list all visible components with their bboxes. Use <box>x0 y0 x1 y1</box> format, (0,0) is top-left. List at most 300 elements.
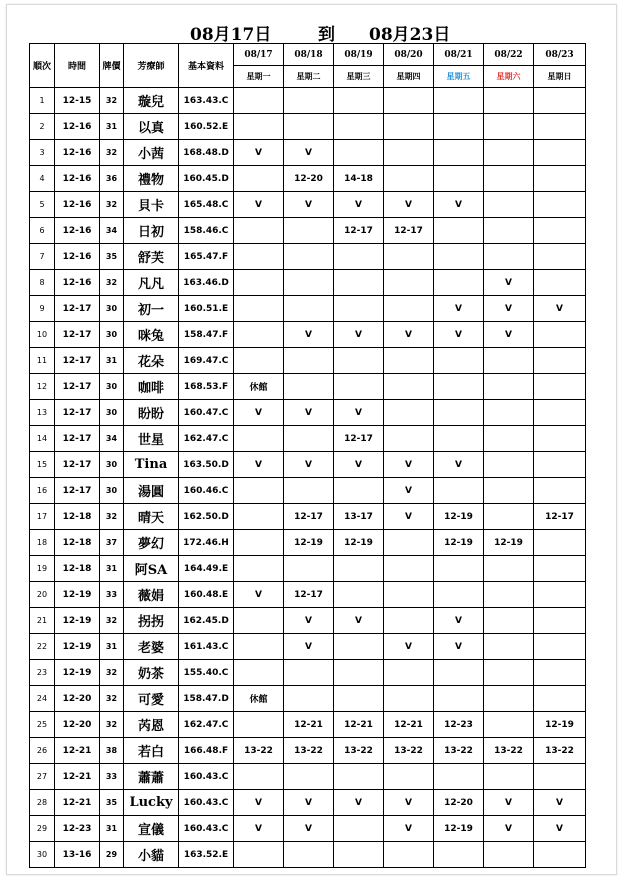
schedule-cell <box>534 530 586 556</box>
schedule-cell <box>334 140 384 166</box>
row-time: 12-21 <box>55 790 100 816</box>
schedule-cell <box>484 478 534 504</box>
schedule-cell <box>534 660 586 686</box>
schedule-cell: V <box>384 322 434 348</box>
therapist-name: 璇兒 <box>124 88 179 114</box>
schedule-cell: V <box>284 634 334 660</box>
row-index: 19 <box>30 556 55 582</box>
schedule-cell <box>284 88 334 114</box>
schedule-cell <box>384 556 434 582</box>
row-time: 12-16 <box>55 244 100 270</box>
schedule-cell: 13-22 <box>384 738 434 764</box>
schedule-cell <box>284 296 334 322</box>
schedule-title <box>0 20 621 44</box>
schedule-cell: 12-19 <box>434 504 484 530</box>
row-index: 5 <box>30 192 55 218</box>
table-row <box>30 218 586 244</box>
schedule-cell <box>384 686 434 712</box>
schedule-cell <box>484 608 534 634</box>
schedule-cell <box>234 478 284 504</box>
schedule-cell <box>484 504 534 530</box>
therapist-info: 162.50.D <box>179 504 234 530</box>
therapist-info: 162.47.C <box>179 712 234 738</box>
row-price: 30 <box>100 374 124 400</box>
schedule-cell: V <box>384 504 434 530</box>
row-index: 13 <box>30 400 55 426</box>
schedule-cell: 12-17 <box>334 426 384 452</box>
schedule-cell <box>534 608 586 634</box>
row-time: 12-16 <box>55 218 100 244</box>
therapist-name: 咖啡 <box>124 374 179 400</box>
row-time: 12-18 <box>55 530 100 556</box>
therapist-info: 160.45.D <box>179 166 234 192</box>
therapist-info: 160.46.C <box>179 478 234 504</box>
therapist-name: 日初 <box>124 218 179 244</box>
schedule-cell: 12-19 <box>434 530 484 556</box>
schedule-cell <box>234 426 284 452</box>
therapist-name: 夢幻 <box>124 530 179 556</box>
schedule-cell <box>434 582 484 608</box>
schedule-cell: V <box>334 790 384 816</box>
row-time: 12-17 <box>55 478 100 504</box>
schedule-cell <box>334 478 384 504</box>
schedule-cell <box>234 712 284 738</box>
schedule-cell <box>484 556 534 582</box>
schedule-cell <box>534 556 586 582</box>
schedule-cell <box>484 218 534 244</box>
schedule-cell <box>284 218 334 244</box>
header-info: 基本資料 <box>179 44 234 88</box>
schedule-cell: V <box>434 452 484 478</box>
header-date: 08/19 <box>334 44 384 66</box>
therapist-info: 158.47.F <box>179 322 234 348</box>
schedule-cell <box>384 114 434 140</box>
schedule-cell <box>384 166 434 192</box>
therapist-info: 160.43.C <box>179 790 234 816</box>
therapist-name: 湯圓 <box>124 478 179 504</box>
row-index: 6 <box>30 218 55 244</box>
schedule-cell: V <box>284 400 334 426</box>
schedule-cell <box>334 842 384 868</box>
therapist-name: 宣儀 <box>124 816 179 842</box>
schedule-cell: 12-19 <box>434 816 484 842</box>
row-index: 20 <box>30 582 55 608</box>
row-index: 18 <box>30 530 55 556</box>
schedule-cell <box>234 322 284 348</box>
therapist-name: 薇娟 <box>124 582 179 608</box>
schedule-cell: V <box>384 478 434 504</box>
schedule-cell <box>284 374 334 400</box>
schedule-cell: V <box>284 790 334 816</box>
row-price: 32 <box>100 608 124 634</box>
schedule-cell <box>384 764 434 790</box>
therapist-info: 155.40.C <box>179 660 234 686</box>
schedule-cell <box>434 660 484 686</box>
schedule-cell <box>234 348 284 374</box>
schedule-cell <box>434 114 484 140</box>
therapist-name: 舒芙 <box>124 244 179 270</box>
schedule-cell: V <box>484 270 534 296</box>
schedule-cell <box>484 686 534 712</box>
schedule-cell <box>534 374 586 400</box>
table-row <box>30 270 586 296</box>
row-time: 12-21 <box>55 764 100 790</box>
schedule-cell: 13-17 <box>334 504 384 530</box>
row-price: 33 <box>100 764 124 790</box>
row-price: 31 <box>100 114 124 140</box>
schedule-cell: 12-17 <box>534 504 586 530</box>
therapist-name: 若白 <box>124 738 179 764</box>
schedule-cell <box>534 348 586 374</box>
schedule-cell <box>484 660 534 686</box>
schedule-cell <box>334 270 384 296</box>
therapist-info: 160.51.E <box>179 296 234 322</box>
row-index: 23 <box>30 660 55 686</box>
schedule-cell <box>284 660 334 686</box>
schedule-cell <box>484 114 534 140</box>
therapist-name: 老婆 <box>124 634 179 660</box>
therapist-name: 花朵 <box>124 348 179 374</box>
therapist-name: 小茜 <box>124 140 179 166</box>
row-time: 12-17 <box>55 400 100 426</box>
row-index: 3 <box>30 140 55 166</box>
schedule-cell <box>484 842 534 868</box>
row-index: 9 <box>30 296 55 322</box>
schedule-cell <box>434 426 484 452</box>
table-row <box>30 842 586 868</box>
therapist-info: 161.43.C <box>179 634 234 660</box>
schedule-cell <box>334 634 384 660</box>
row-time: 12-16 <box>55 140 100 166</box>
table-row <box>30 192 586 218</box>
table-row <box>30 322 586 348</box>
row-price: 37 <box>100 530 124 556</box>
schedule-cell: 12-21 <box>284 712 334 738</box>
schedule-cell: V <box>534 296 586 322</box>
header-therapist: 芳療師 <box>124 44 179 88</box>
schedule-cell: V <box>384 634 434 660</box>
row-index: 7 <box>30 244 55 270</box>
schedule-cell <box>384 88 434 114</box>
row-time: 12-17 <box>55 452 100 478</box>
title-end-date: 08月23日 <box>369 25 451 45</box>
therapist-name: 凡凡 <box>124 270 179 296</box>
therapist-info: 169.47.C <box>179 348 234 374</box>
schedule-cell: V <box>384 452 434 478</box>
schedule-cell <box>434 88 484 114</box>
row-time: 12-16 <box>55 166 100 192</box>
header-time: 時間 <box>55 44 100 88</box>
table-row <box>30 634 586 660</box>
schedule-cell <box>234 296 284 322</box>
schedule-cell <box>534 270 586 296</box>
schedule-cell <box>534 582 586 608</box>
table-row <box>30 374 586 400</box>
therapist-info: 166.48.F <box>179 738 234 764</box>
table-row <box>30 530 586 556</box>
therapist-info: 163.50.D <box>179 452 234 478</box>
therapist-info: 162.47.C <box>179 426 234 452</box>
therapist-name: 阿SA <box>124 556 179 582</box>
row-time: 12-19 <box>55 608 100 634</box>
schedule-cell: V <box>384 816 434 842</box>
schedule-cell: V <box>384 790 434 816</box>
schedule-cell: V <box>234 582 284 608</box>
schedule-cell <box>284 348 334 374</box>
row-index: 30 <box>30 842 55 868</box>
schedule-cell <box>234 166 284 192</box>
schedule-cell: 12-19 <box>284 530 334 556</box>
header-weekday: 星期六 <box>484 66 534 88</box>
row-index: 25 <box>30 712 55 738</box>
row-index: 11 <box>30 348 55 374</box>
schedule-cell <box>384 374 434 400</box>
schedule-cell <box>234 504 284 530</box>
therapist-info: 163.46.D <box>179 270 234 296</box>
row-price: 33 <box>100 582 124 608</box>
row-index: 24 <box>30 686 55 712</box>
therapist-name: 可愛 <box>124 686 179 712</box>
schedule-cell <box>234 114 284 140</box>
schedule-cell <box>384 842 434 868</box>
schedule-cell <box>334 686 384 712</box>
schedule-cell <box>334 816 384 842</box>
schedule-cell <box>384 608 434 634</box>
schedule-cell <box>484 634 534 660</box>
schedule-cell <box>484 88 534 114</box>
table-row <box>30 660 586 686</box>
table-row <box>30 478 586 504</box>
therapist-info: 165.48.C <box>179 192 234 218</box>
schedule-cell <box>484 166 534 192</box>
schedule-cell: V <box>384 192 434 218</box>
row-price: 35 <box>100 244 124 270</box>
row-time: 12-15 <box>55 88 100 114</box>
row-price: 32 <box>100 270 124 296</box>
table-row <box>30 140 586 166</box>
schedule-body <box>30 88 586 868</box>
row-price: 30 <box>100 452 124 478</box>
schedule-cell <box>434 166 484 192</box>
schedule-cell <box>234 270 284 296</box>
row-index: 21 <box>30 608 55 634</box>
row-price: 32 <box>100 192 124 218</box>
header-weekday: 星期三 <box>334 66 384 88</box>
schedule-cell: 13-22 <box>284 738 334 764</box>
row-price: 36 <box>100 166 124 192</box>
row-index: 2 <box>30 114 55 140</box>
schedule-cell: V <box>284 608 334 634</box>
schedule-cell <box>334 582 384 608</box>
header-weekday: 星期二 <box>284 66 334 88</box>
schedule-cell: V <box>434 634 484 660</box>
schedule-cell <box>284 426 334 452</box>
schedule-cell: 13-22 <box>234 738 284 764</box>
row-index: 17 <box>30 504 55 530</box>
therapist-info: 158.47.D <box>179 686 234 712</box>
therapist-info: 160.48.E <box>179 582 234 608</box>
therapist-info: 162.45.D <box>179 608 234 634</box>
table-row <box>30 400 586 426</box>
schedule-cell <box>384 582 434 608</box>
header-date: 08/17 <box>234 44 284 66</box>
schedule-cell <box>534 88 586 114</box>
row-index: 8 <box>30 270 55 296</box>
table-row <box>30 166 586 192</box>
schedule-cell <box>234 556 284 582</box>
therapist-name: 盼盼 <box>124 400 179 426</box>
title-start-date: 08月17日 <box>190 25 272 45</box>
row-time: 12-20 <box>55 686 100 712</box>
schedule-cell: V <box>234 400 284 426</box>
schedule-cell <box>434 764 484 790</box>
row-price: 29 <box>100 842 124 868</box>
row-time: 13-16 <box>55 842 100 868</box>
schedule-cell: 12-17 <box>284 504 334 530</box>
row-time: 12-17 <box>55 426 100 452</box>
schedule-cell: 12-19 <box>484 530 534 556</box>
row-time: 12-19 <box>55 582 100 608</box>
schedule-cell <box>234 764 284 790</box>
row-time: 12-23 <box>55 816 100 842</box>
row-price: 34 <box>100 426 124 452</box>
row-time: 12-18 <box>55 556 100 582</box>
schedule-cell: V <box>334 192 384 218</box>
therapist-name: 蕭蕭 <box>124 764 179 790</box>
schedule-cell: V <box>284 452 334 478</box>
header-row-dates <box>30 44 586 66</box>
schedule-cell <box>534 478 586 504</box>
table-row <box>30 790 586 816</box>
schedule-cell <box>284 556 334 582</box>
header-date: 08/22 <box>484 44 534 66</box>
schedule-cell <box>484 712 534 738</box>
schedule-cell: V <box>484 790 534 816</box>
schedule-cell <box>484 374 534 400</box>
schedule-cell: V <box>334 400 384 426</box>
schedule-cell <box>384 426 434 452</box>
row-time: 12-19 <box>55 634 100 660</box>
table-row <box>30 114 586 140</box>
schedule-cell: 12-20 <box>284 166 334 192</box>
schedule-cell <box>284 114 334 140</box>
therapist-info: 160.43.C <box>179 764 234 790</box>
schedule-cell <box>284 244 334 270</box>
schedule-cell <box>284 842 334 868</box>
schedule-cell <box>334 348 384 374</box>
schedule-cell: 13-22 <box>334 738 384 764</box>
schedule-cell: V <box>334 608 384 634</box>
row-time: 12-16 <box>55 192 100 218</box>
row-time: 12-16 <box>55 114 100 140</box>
schedule-cell <box>534 244 586 270</box>
schedule-cell: V <box>534 816 586 842</box>
schedule-cell: V <box>334 322 384 348</box>
schedule-cell <box>234 244 284 270</box>
schedule-cell <box>384 400 434 426</box>
schedule-cell <box>534 140 586 166</box>
schedule-cell <box>334 244 384 270</box>
schedule-cell: V <box>484 322 534 348</box>
schedule-cell <box>434 374 484 400</box>
therapist-name: 禮物 <box>124 166 179 192</box>
row-time: 12-17 <box>55 374 100 400</box>
row-index: 10 <box>30 322 55 348</box>
therapist-name: 奶茶 <box>124 660 179 686</box>
schedule-cell: V <box>234 452 284 478</box>
title-to-word: 到 <box>318 25 335 45</box>
header-weekday: 星期一 <box>234 66 284 88</box>
schedule-cell <box>234 530 284 556</box>
row-time: 12-16 <box>55 270 100 296</box>
schedule-cell <box>334 660 384 686</box>
schedule-cell <box>534 218 586 244</box>
schedule-cell <box>484 244 534 270</box>
header-date: 08/20 <box>384 44 434 66</box>
row-index: 12 <box>30 374 55 400</box>
schedule-cell <box>434 842 484 868</box>
schedule-cell <box>484 452 534 478</box>
table-row <box>30 426 586 452</box>
schedule-cell: 13-22 <box>434 738 484 764</box>
row-index: 28 <box>30 790 55 816</box>
schedule-cell <box>434 686 484 712</box>
therapist-info: 168.48.D <box>179 140 234 166</box>
table-row <box>30 738 586 764</box>
schedule-cell <box>334 556 384 582</box>
schedule-cell <box>384 530 434 556</box>
row-index: 27 <box>30 764 55 790</box>
therapist-info: 160.52.E <box>179 114 234 140</box>
row-price: 31 <box>100 556 124 582</box>
schedule-cell <box>534 400 586 426</box>
schedule-cell <box>534 686 586 712</box>
table-row <box>30 712 586 738</box>
therapist-name: 晴天 <box>124 504 179 530</box>
table-row <box>30 816 586 842</box>
schedule-cell <box>534 426 586 452</box>
therapist-info: 160.47.C <box>179 400 234 426</box>
table-row <box>30 556 586 582</box>
row-time: 12-21 <box>55 738 100 764</box>
schedule-cell <box>334 88 384 114</box>
header-date: 08/21 <box>434 44 484 66</box>
schedule-cell: V <box>534 790 586 816</box>
schedule-cell <box>484 192 534 218</box>
schedule-cell <box>534 114 586 140</box>
therapist-info: 163.43.C <box>179 88 234 114</box>
header-index: 順次 <box>30 44 55 88</box>
schedule-cell <box>434 478 484 504</box>
row-index: 16 <box>30 478 55 504</box>
schedule-cell <box>484 764 534 790</box>
row-time: 12-17 <box>55 348 100 374</box>
schedule-cell: V <box>434 296 484 322</box>
therapist-name: 小貓 <box>124 842 179 868</box>
header-date: 08/18 <box>284 44 334 66</box>
schedule-cell: V <box>234 790 284 816</box>
row-price: 35 <box>100 790 124 816</box>
row-time: 12-18 <box>55 504 100 530</box>
therapist-name: 初一 <box>124 296 179 322</box>
row-price: 32 <box>100 712 124 738</box>
schedule-cell: V <box>284 140 334 166</box>
schedule-cell <box>284 764 334 790</box>
schedule-cell <box>434 218 484 244</box>
schedule-cell: 13-22 <box>484 738 534 764</box>
schedule-table <box>29 43 586 868</box>
row-index: 14 <box>30 426 55 452</box>
